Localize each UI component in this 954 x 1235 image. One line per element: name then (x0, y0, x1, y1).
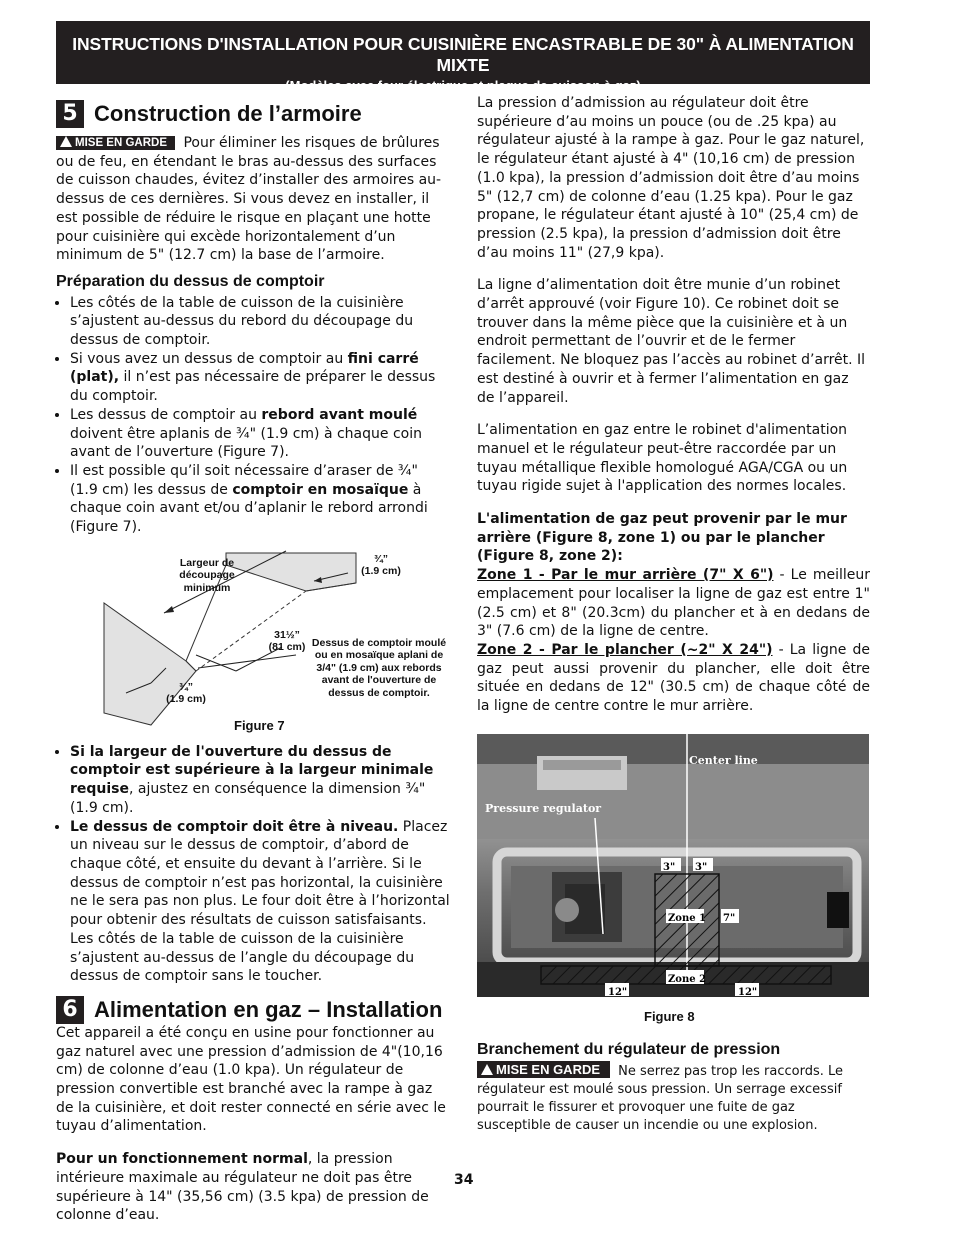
label-12-right: 12" (738, 986, 758, 998)
label-zone-2: Zone 2 (668, 973, 707, 985)
warning-text: Pour éliminer les risques de brûlures ou de feu, en étendant le bras au-dessus des surfaces de cuisson chaudes, évitez d’installer des armoires au-dessus de ces dernières. Si vous devez en installer, il est possible de réduire le risque en plaçant une hotte pour cuisinière qui excède horizontalement d’un minimum de 5" (12.7 cm) la base de l’armoire. (56, 135, 442, 264)
list-item-bold: Si la largeur de l'ouverture du dessus de comptoir est supérieure à la largeur minimale requise (70, 743, 434, 798)
figure-7 (56, 543, 450, 743)
spacer (477, 407, 870, 421)
paragraph: La pression d’admission au régulateur doit être supérieure d’au moins un pouce (ou de .25 kpa) au régulateur ajusté à la rampe à gaz. Pour le gaz naturel, le régulateur étant ajusté à 4" (10,16 cm) de pression (1.0 kpa), la pression d’admission doit être d’au moins 5" (12,7 cm) de colonne d’eau (1.25 kpa). Pour le gaz propane, le régulateur étant ajusté à 10" (25,4 cm) de pression (2.5 kpa), la pression d’admission doit être d’au moins 11" (27,9 kpa). (477, 95, 865, 261)
label-three-quarter-bottom: ¾” (1.9 cm) (166, 680, 206, 706)
paragraph-bold: Pour un fonctionnement normal (56, 1151, 308, 1168)
subsection-title: Préparation du dessus de comptoir (56, 272, 325, 290)
list-item-text: doivent être aplanis de ¾" (1.9 cm) à chaque coin avant de l’ouverture (Figure 7). (70, 425, 422, 461)
zone-2-heading: Zone 2 - Par le plancher (~2" X 24") (477, 641, 773, 658)
list-item-text: Il est possible qu’il soit nécessaire d’araser de ¾" (1.9 cm) les dessus de (70, 462, 418, 498)
warning-badge (56, 136, 175, 150)
zone-2-paragraph (477, 641, 870, 716)
warning-label: MISE EN GARDE (75, 137, 168, 149)
page-number: 34 (454, 1172, 474, 1188)
zone-1-text: - Le meilleur emplacement pour localiser la ligne de gaz est entre 1" (2.5 cm) et 8" (20.3cm) du plancher et à en dedans de 3" (7.6 cm) de la ligne de centre. (477, 567, 871, 640)
list-item-text: Les dessus de comptoir au (70, 406, 262, 423)
spacer (477, 496, 870, 510)
paragraph: La ligne d’alimentation doit être munie d’un robinet d’arrêt approuvé (voir Figure 10). Ce robinet doit se trouver dans la même pièce que la cuisinière et à un endroit permettant de l’ouvrir et de le fermer facilement. Ne bloquez pas l’accès au robinet d’arrêt. Il est destiné à ouvrir et à fermer l’alimentation en gaz de l’appareil. (477, 277, 866, 406)
right-column (477, 94, 870, 1135)
paragraph: L’alimentation en gaz entre le robinet d'alimentation manuel et le régulateur peut-être raccordée par un tuyau métallique flexible homologué AGA/CGA ou un tuyau rigide sujet à l'application des normes locales. (477, 422, 848, 495)
label-12-left: 12" (608, 986, 628, 998)
warning-paragraph (56, 134, 450, 265)
page-subtitle: (Modèles avec four électrique et plaque de cuisson à gaz) (285, 78, 641, 93)
countertop-prep-list (56, 294, 450, 537)
paragraph-bold (477, 510, 870, 566)
list-item-text: il n’est pas nécessaire de préparer le dessus du comptoir. (70, 369, 436, 405)
label-cutout-width: Largeur de découpage minimum (179, 556, 235, 594)
paragraph (56, 1150, 450, 1225)
warning-triangle-icon (481, 1064, 493, 1075)
warning-text: Ne serrez pas trop les raccords. Le régulateur est moulé sous pression. Un serrage excessif pourrait le fissurer et provoquer une fuite de gaz susceptible de causer un incendie ou une explosion. (477, 1064, 844, 1134)
list-item-text: à chaque coin avant et/ou d’aplanir le rebord arrondi (Figure 7). (70, 481, 428, 536)
label-3-left: 3" (663, 861, 676, 873)
figure-7-caption: Figure 7 (234, 717, 285, 733)
list-item (70, 406, 450, 462)
label-counter-note: Dessus de comptoir moulé ou en mosaïque aplani de 3/4" (1.9 cm) aux rebords avant de l'ouverture de dessus de comptoir. (311, 636, 447, 699)
list-item-text: Placez un niveau sur le dessus de comptoir, d’abord de chaque côté, et ensuite du devant à l’arrière. Si le dessus de comptoir n’est pas horizontal, la cuisinière ne le sera pas non plus. Le four doit être à l’horizontal pour obtenir des résultats de cuisson satisfaisants. Les côtés de la table de cuisson de la cuisinière s’ajustent au-dessus de l’angle du découpage du dessus de comptoir sans le toucher. (70, 818, 450, 985)
label-zone-1: Zone 1 (668, 912, 707, 924)
warning-label: MISE EN GARDE (496, 1062, 601, 1078)
section-title: Construction de l’armoire (94, 100, 362, 126)
label-7: 7" (723, 912, 736, 924)
section-5-heading (56, 100, 450, 128)
zone-1-heading: Zone 1 - Par le mur arrière (7" X 6") (477, 567, 774, 584)
paragraph-bold-text: L'alimentation de gaz peut provenir par le mur arrière (Figure 8, zone 1) ou par le plancher (Figure 8, zone 2): (477, 511, 847, 565)
list-item (70, 350, 450, 406)
warning-triangle-icon (60, 136, 72, 147)
list-item (70, 294, 450, 350)
countertop-level-list (56, 743, 450, 986)
list-item-text: Si vous avez un dessus de comptoir au (70, 350, 348, 367)
label-thirty-one-half: 31½” (81 cm) (268, 628, 306, 654)
warning-badge (477, 1061, 610, 1078)
page-title: INSTRUCTIONS D'INSTALLATION POUR CUISINIÈRE ENCASTRABLE DE 30" À ALIMENTATION MIXTE (72, 34, 854, 75)
list-item (70, 743, 450, 818)
section-title: Alimentation en gaz – Installation (94, 996, 443, 1022)
zone-2-text: - La ligne de gaz peut aussi provenir du plancher, elle doit être située en dedans de 12" (30.5 cm) de chaque côté de la ligne de centre contre le mur arrière. (477, 641, 870, 715)
list-item-bold: fini carré (plat), (70, 350, 419, 386)
label-3-right: 3" (695, 861, 708, 873)
spacer (477, 262, 870, 276)
spacer (56, 1136, 450, 1150)
label-pressure-regulator: Pressure regulator (485, 801, 602, 815)
list-item (70, 462, 450, 537)
paragraph-text: , la pression intérieure maximale au régulateur ne doit pas être supérieure à 14" (35,56 cm) (3.5 kpa) de pression de colonne d’eau. (56, 1151, 429, 1224)
section-number: 6 (56, 996, 84, 1024)
label-three-quarter-top: ¾” (1.9 cm) (361, 552, 401, 578)
list-item-text: , ajustez en conséquence la dimension ¾" (1.9 cm). (70, 781, 426, 816)
section-6-heading (56, 996, 450, 1024)
figure-8-photo (477, 734, 869, 997)
list-item (70, 818, 450, 986)
figure-8-caption: Figure 8 (644, 1008, 695, 1024)
zone-1-paragraph (477, 566, 870, 641)
label-center-line: Center line (689, 753, 758, 767)
list-item-text: Les côtés de la table de cuisson de la cuisinière s’ajustent au-dessus du rebord du découpage du dessus de comptoir. (70, 294, 414, 349)
subsection-title: Branchement du régulateur de pression (477, 1040, 781, 1058)
warning-paragraph (477, 1061, 870, 1135)
list-item-bold: rebord avant moulé (261, 406, 418, 423)
list-item-bold: comptoir en mosaïque (232, 481, 409, 498)
section-number: 5 (56, 100, 84, 128)
left-column (56, 100, 450, 1225)
page-header-banner (56, 21, 870, 93)
list-item-bold: Le dessus de comptoir doit être à niveau. (70, 818, 399, 835)
paragraph: Cet appareil a été conçu en usine pour fonctionner au gaz naturel avec une pression d’admission de 4"(10,16 cm) de colonne d’eau (1.0 kpa). Un régulateur de pression convertible est branché avec la rampe à gaz de la cuisinière, et doit rester connecté en série avec le tuyau d’alimentation. (56, 1024, 446, 1135)
